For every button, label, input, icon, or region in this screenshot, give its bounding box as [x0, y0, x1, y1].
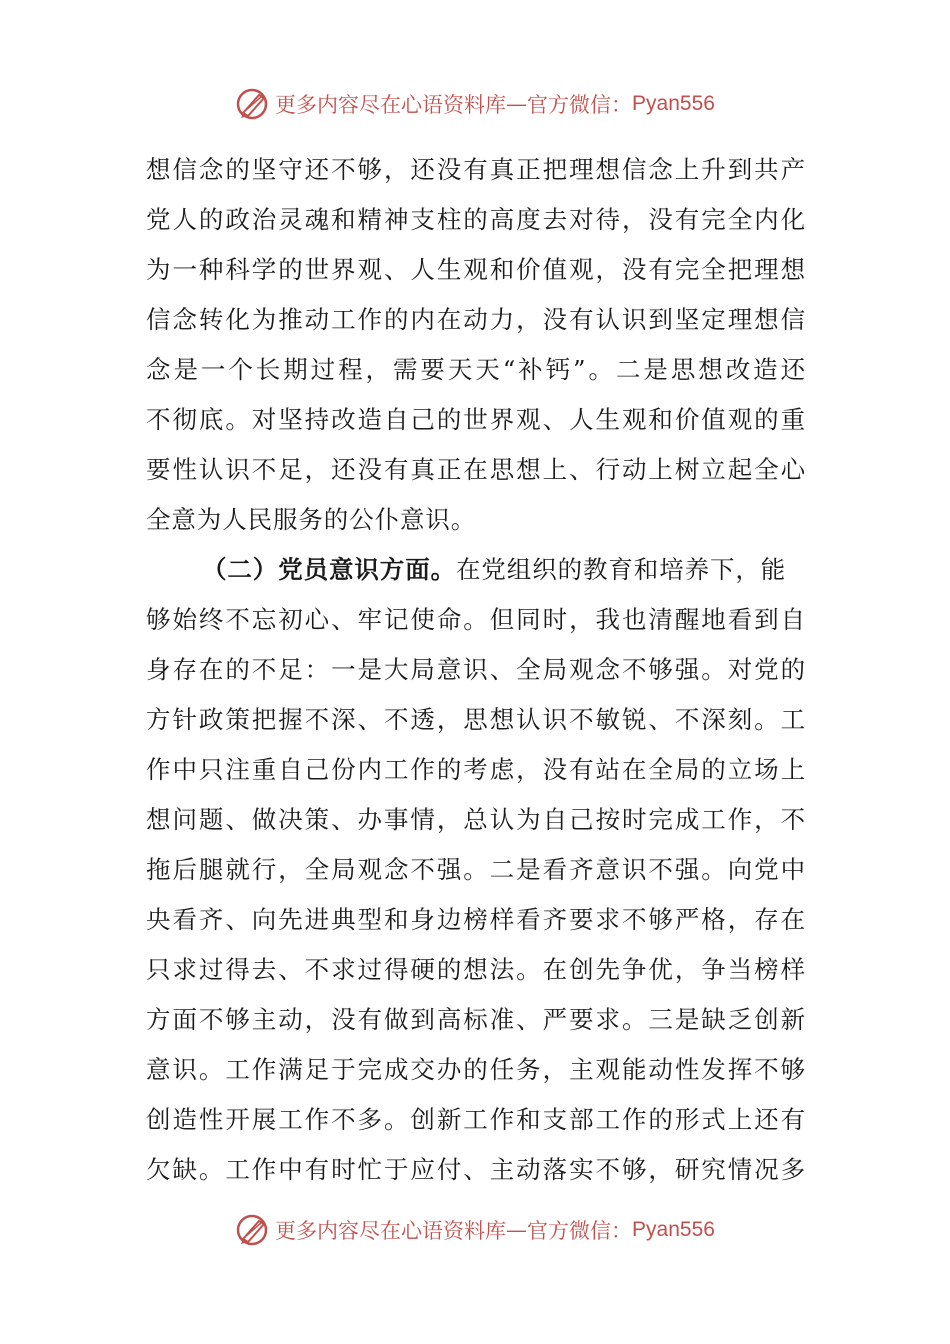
watermark-footer [0, 1210, 950, 1250]
text-line: 够始终不忘初心、牢记使命。但同时，我也清醒地看到自 [146, 605, 806, 634]
text-line: 信念转化为推动工作的内在动力，没有认识到坚定理想信 [146, 305, 806, 334]
text-line: 想问题、做决策、办事情，总认为自己按时完成工作，不 [146, 805, 806, 834]
text-line: 党人的政治灵魂和精神支柱的高度去对待，没有完全内化 [146, 205, 806, 234]
text-line: 全意为人民服务的公仆意识。 [146, 505, 477, 534]
text-line: 不彻底。对坚持改造自己的世界观、人生观和价值观的重 [146, 405, 806, 434]
watermark-separator: — [506, 92, 528, 116]
paragraph-first-line [146, 545, 806, 595]
text-line: 念是一个长期过程，需要天天“补钙”。二是思想改造还 [146, 355, 806, 384]
text-line: 想信念的坚守还不够，还没有真正把理想信念上升到共产 [146, 155, 806, 184]
document-body [146, 145, 806, 1195]
text-line: 要性认识不足，还没有真正在思想上、行动上树立起全心 [146, 455, 806, 484]
paragraph-2 [146, 545, 806, 1195]
text-line: 只求过得去、不求过得硬的想法。在创先争优，争当榜样 [146, 955, 806, 984]
text-line: 央看齐、向先进典型和身边榜样看齐要求不够严格，存在 [146, 905, 806, 934]
pen-logo-icon [235, 86, 271, 122]
watermark-id: Pyan556 [632, 1218, 715, 1241]
watermark-label: 官方微信： [527, 1219, 633, 1243]
heading-followup: 在党组织的教育和培养下，能 [456, 555, 787, 584]
text-line: 创造性开展工作不多。创新工作和支部工作的形式上还有 [146, 1105, 806, 1134]
text-line: 身存在的不足：一是大局意识、全局观念不够强。对党的 [146, 655, 806, 684]
watermark-label: 官方微信： [527, 93, 633, 117]
paragraph-1 [146, 145, 806, 545]
watermark-text: 更多内容尽在心语资料库 [275, 1219, 507, 1243]
text-line: 方针政策把握不深、不透，思想认识不敏锐、不深刻。工 [146, 705, 806, 734]
text-line: 作中只注重自己份内工作的考虑，没有站在全局的立场上 [146, 755, 806, 784]
watermark-separator: — [506, 1218, 528, 1242]
text-line: 方面不够主动，没有做到高标准、严要求。三是缺乏创新 [146, 1005, 806, 1034]
section-heading: （二）党员意识方面。 [202, 555, 456, 584]
watermark-text: 更多内容尽在心语资料库 [275, 93, 507, 117]
text-line: 欠缺。工作中有时忙于应付、主动落实不够，研究情况多 [146, 1155, 806, 1184]
watermark-header [0, 84, 950, 124]
watermark-id: Pyan556 [632, 92, 715, 115]
text-line: 为一种科学的世界观、人生观和价值观，没有完全把理想 [146, 255, 806, 284]
text-line: 意识。工作满足于完成交办的任务，主观能动性发挥不够 [146, 1055, 806, 1084]
pen-logo-icon [235, 1212, 271, 1248]
text-line: 拖后腿就行，全局观念不强。二是看齐意识不强。向党中 [146, 855, 806, 884]
